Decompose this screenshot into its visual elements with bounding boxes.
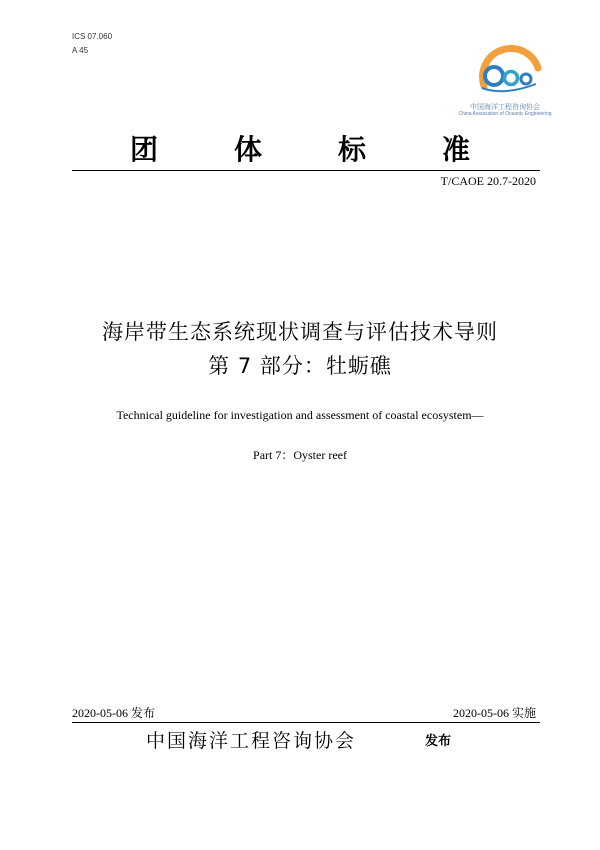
publish-date: 2020-05-06 发布 [72, 706, 155, 720]
category-char: 团 [130, 133, 159, 166]
category-char: 准 [441, 133, 470, 166]
logo-name-cn: 中国海洋工程咨询协会 [470, 103, 540, 111]
logo-emblem-icon [456, 26, 556, 102]
issuer-name: 中国海洋工程咨询协会 [146, 730, 357, 752]
standard-number: T/CAOE 20.7-2020 [440, 174, 536, 188]
title-cn-line1: 海岸带生态系统现状调查与评估技术导则 [102, 320, 498, 344]
category-char: 体 [233, 133, 262, 166]
document-category [72, 128, 528, 168]
logo-name-en: China Association of Oceanic Engineering [458, 111, 552, 117]
header-divider [72, 170, 540, 171]
title-en-line2: Part 7：Oyster reef [253, 448, 347, 462]
title-en-line1: Technical guideline for investigation and assessment of coastal ecosystem— [116, 408, 484, 422]
ics-code: ICS 07.060 [72, 32, 113, 41]
category-char: 标 [337, 133, 366, 166]
ccs-code: A 45 [72, 46, 89, 55]
footer-divider [72, 722, 540, 723]
issue-label: 发布 [425, 734, 452, 749]
classification-codes [72, 30, 112, 58]
title-cn-line2: 第 7 部分：牡蛎礁 [208, 354, 392, 378]
implement-date: 2020-05-06 实施 [453, 706, 536, 720]
